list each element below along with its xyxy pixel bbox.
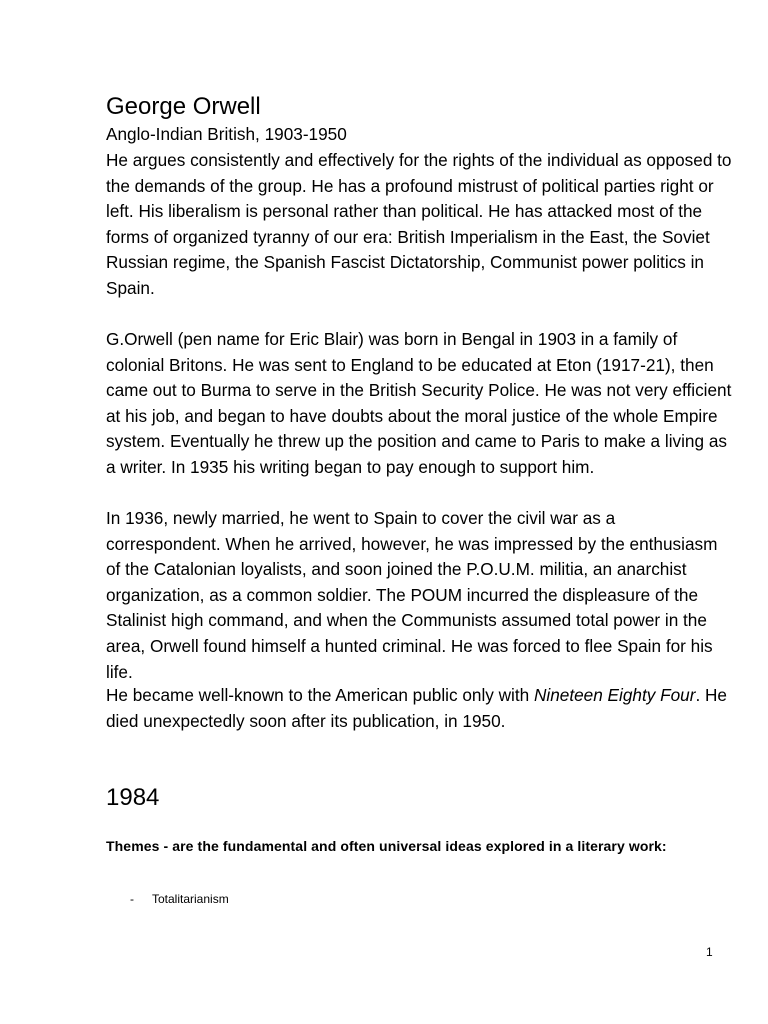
page-number: 1 xyxy=(706,945,713,959)
section-title: 1984 xyxy=(106,784,160,811)
paragraph-biography: G.Orwell (pen name for Eric Blair) was born in Bengal in 1903 in a family of colonial Britons. He was sent to England to be educated at Eton (1917-21), then came out to Burma to serve in the British Security Police. He was not very efficient at his job, and began to have doubts about the moral justice of the whole Empire system. Eventually he threw up the position and came to Paris to make a living as a writer. In 1935 his writing began to pay enough to support him. xyxy=(106,329,732,477)
theme-label: Totalitarianism xyxy=(152,892,229,906)
paragraph-intro: He argues consistently and effectively for the rights of the individual as opposed to the demands of the group. He has a profound mistrust of political parties right or left. His liberalism is personal rather than political. He has attacked most of the forms of organized tyranny of our era: British Imperialism in the East, the Soviet Russian regime, the Spanish Fascist Dictatorship, Communist power politics in Spain. xyxy=(106,150,732,298)
themes-list xyxy=(130,890,229,908)
book-title-italic: Nineteen Eighty Four xyxy=(533,685,696,705)
paragraph-spain: In 1936, newly married, he went to Spain to cover the civil war as a correspondent. When he arrived, however, he was impressed by the enthusiasm of the Catalonian loyalists, and soon joined the P.O.U.M. militia, an anarchist organization, as a common soldier. The POUM incurred the displeasure of the Stalinist high command, and when the Communists assumed total power in the area, Orwell found himself a hunted criminal. He was forced to flee Spain for his life. xyxy=(106,508,718,682)
document-title: George Orwell xyxy=(106,93,261,120)
paragraph-fame xyxy=(106,683,732,734)
list-dash: - xyxy=(130,892,134,906)
paragraph-fame-text-before: He became well-known to the American public only with xyxy=(106,685,534,705)
paragraph-fame-text-after: . He died unexpectedly soon after its publication, in 1950. xyxy=(106,685,727,731)
themes-heading: Themes - are the fundamental and often universal ideas explored in a literary work: xyxy=(106,838,667,854)
list-item xyxy=(130,890,229,908)
author-subtitle: Anglo-Indian British, 1903-1950 xyxy=(106,124,347,144)
